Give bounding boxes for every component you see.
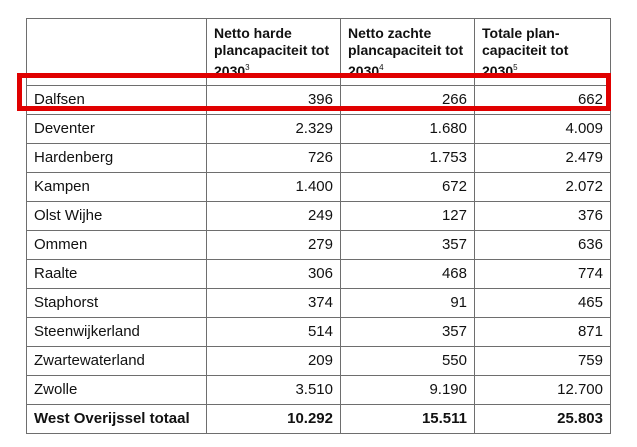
soft-capacity-cell: 1.753 — [341, 144, 475, 173]
hard-capacity-cell: 514 — [207, 318, 341, 347]
header-soft-capacity: Netto zachte plancapaciteit tot 2030$^4$ — [341, 19, 475, 86]
municipality-cell: Steenwijkerland — [27, 318, 207, 347]
table-row — [27, 231, 611, 260]
total-capacity-cell: 774 — [475, 260, 611, 289]
table-row — [27, 260, 611, 289]
total-label-cell: West Overijssel totaal — [27, 405, 207, 434]
plancapaciteit-table-container — [26, 18, 610, 432]
soft-capacity-cell: 550 — [341, 347, 475, 376]
table-row — [27, 144, 611, 173]
soft-capacity-cell: 91 — [341, 289, 475, 318]
table-row — [27, 347, 611, 376]
hard-capacity-cell: 374 — [207, 289, 341, 318]
municipality-cell: Ommen — [27, 231, 207, 260]
municipality-cell: Dalfsen — [27, 86, 207, 115]
footnote-marker: 5 — [513, 63, 518, 72]
table-row — [27, 376, 611, 405]
municipality-cell: Olst Wijhe — [27, 202, 207, 231]
header-total-capacity: Totale plan-capaciteit tot 2030$^5$ — [475, 19, 611, 86]
soft-capacity-cell: 357 — [341, 318, 475, 347]
total-capacity-cell: 4.009 — [475, 115, 611, 144]
header-empty-cell — [27, 19, 207, 86]
municipality-cell: Zwartewaterland — [27, 347, 207, 376]
hard-capacity-cell: 249 — [207, 202, 341, 231]
soft-capacity-cell: 672 — [341, 173, 475, 202]
municipality-cell: Raalte — [27, 260, 207, 289]
header-hard-capacity: Netto harde plancapaciteit tot 2030$^3$ — [207, 19, 341, 86]
municipality-cell: Hardenberg — [27, 144, 207, 173]
footnote-marker: 4 — [379, 63, 384, 72]
table-row — [27, 318, 611, 347]
header-row — [27, 19, 611, 86]
table-row — [27, 202, 611, 231]
municipality-cell: Zwolle — [27, 376, 207, 405]
hard-capacity-cell: 726 — [207, 144, 341, 173]
municipality-cell: Kampen — [27, 173, 207, 202]
hard-capacity-cell: 306 — [207, 260, 341, 289]
municipality-cell: Staphorst — [27, 289, 207, 318]
total-capacity-cell: 2.479 — [475, 144, 611, 173]
plancapaciteit-table — [26, 18, 611, 434]
total-capacity-cell: 759 — [475, 347, 611, 376]
total-capacity-cell: 662 — [475, 86, 611, 115]
soft-capacity-cell: 468 — [341, 260, 475, 289]
soft-capacity-cell: 127 — [341, 202, 475, 231]
table-row — [27, 86, 611, 115]
soft-capacity-cell: 266 — [341, 86, 475, 115]
total-capacity-cell: 636 — [475, 231, 611, 260]
soft-capacity-cell: 357 — [341, 231, 475, 260]
total-capacity-cell: 871 — [475, 318, 611, 347]
total-capacity-cell: 376 — [475, 202, 611, 231]
total-row — [27, 405, 611, 434]
total-capacity-cell: 2.072 — [475, 173, 611, 202]
soft-capacity-cell: 1.680 — [341, 115, 475, 144]
hard-capacity-cell: 1.400 — [207, 173, 341, 202]
table-row — [27, 289, 611, 318]
total-capacity-sum-cell: 25.803 — [475, 405, 611, 434]
total-soft-capacity-cell: 15.511 — [341, 405, 475, 434]
municipality-cell: Deventer — [27, 115, 207, 144]
hard-capacity-cell: 3.510 — [207, 376, 341, 405]
hard-capacity-cell: 209 — [207, 347, 341, 376]
hard-capacity-cell: 2.329 — [207, 115, 341, 144]
total-capacity-cell: 12.700 — [475, 376, 611, 405]
total-hard-capacity-cell: 10.292 — [207, 405, 341, 434]
soft-capacity-cell: 9.190 — [341, 376, 475, 405]
table-row — [27, 173, 611, 202]
total-capacity-cell: 465 — [475, 289, 611, 318]
hard-capacity-cell: 396 — [207, 86, 341, 115]
hard-capacity-cell: 279 — [207, 231, 341, 260]
table-row — [27, 115, 611, 144]
footnote-marker: 3 — [245, 63, 250, 72]
